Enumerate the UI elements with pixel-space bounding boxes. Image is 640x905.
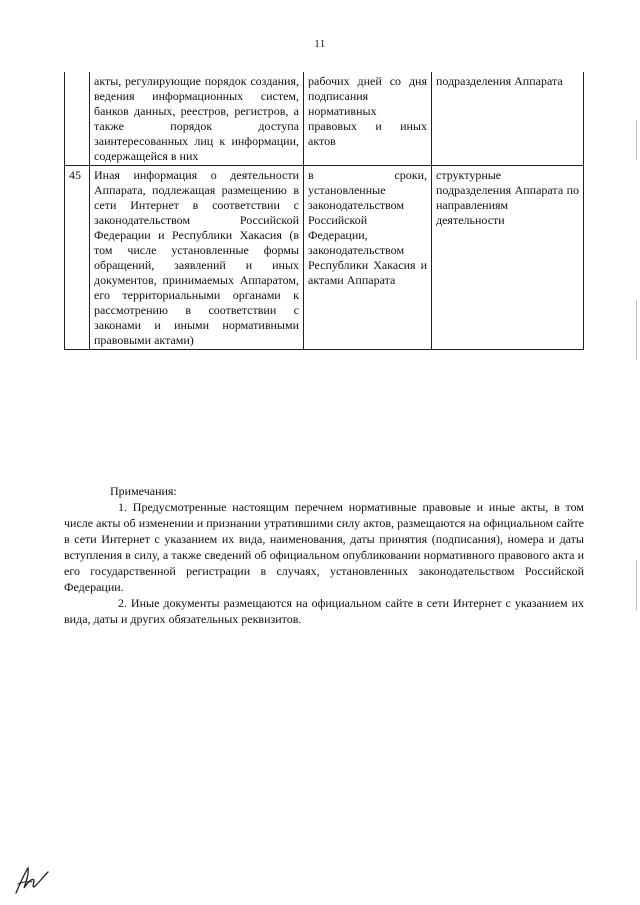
information-cell: акты, регулирующие порядок создания, ведения информационных систем, банков данных, реестров, регистров, а также порядок доступа заинтересованных лиц к информации, содержащейся в них [90, 72, 304, 166]
handwritten-signature [12, 860, 52, 896]
deadline-cell: рабочих дней со дня подписания нормативных правовых и иных актов [304, 72, 432, 166]
row-number-cell [65, 72, 90, 166]
responsible-cell: структурные подразделения Аппарата по направлениям деятельности [432, 166, 584, 350]
note-item: 1. Предусмотренные настоящим перечнем нормативные правовые и иные акты, в том числе акты об изменении и признании утратившими силу актов, размещаются на официальном сайте в сети Интернет с указанием их вида, наименования, даты принятия (подписания), номера и даты вступления в силу, а также сведений об официальном опубликовании нормативного правового акта и его государственной регистрации в случаях, установленных законодательством Российской Федерации. [64, 500, 584, 594]
responsible-cell: подразделения Аппарата [432, 72, 584, 166]
page-number: 11 [314, 38, 326, 50]
notes-section [64, 483, 584, 627]
scan-edge-mark [636, 120, 637, 160]
deadline-cell: в сроки, установленные законодательством Российской Федерации, законодательством Республики Хакасия и актами Аппарата [304, 166, 432, 350]
information-cell: Иная информация о деятельности Аппарата, подлежащая размещению в сети Интернет в соответствии с законодательством Российской Федерации и Республики Хакасия (в том числе установленные формы обращений, заявлений и иных документов, принимаемых Аппаратом, его территориальными органами к рассмотрению в соответствии с законами и иными нормативными правовыми актами) [90, 166, 304, 350]
information-table [64, 72, 584, 350]
row-number-cell: 45 [65, 166, 90, 350]
note-item: 2. Иные документы размещаются на официальном сайте в сети Интернет с указанием их вида, даты и других обязательных реквизитов. [64, 596, 584, 626]
table-row [65, 166, 584, 350]
scan-edge-mark [636, 300, 637, 360]
table-row [65, 72, 584, 166]
scan-edge-mark [636, 560, 637, 610]
notes-heading: Примечания: [110, 484, 177, 498]
